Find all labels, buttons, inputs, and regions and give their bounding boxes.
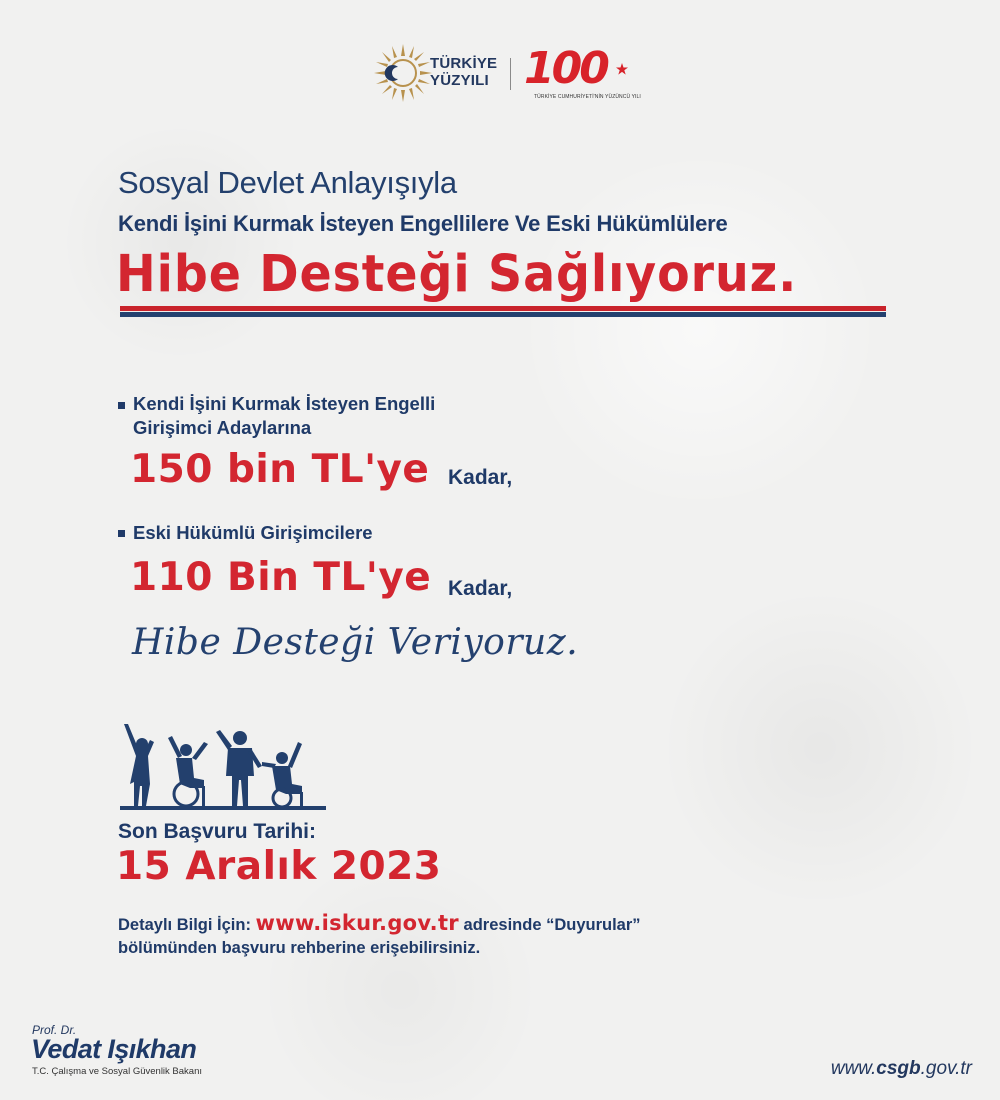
bullet-icon — [118, 402, 125, 409]
csgb-website-link[interactable] — [831, 1058, 972, 1080]
people-silhouette-illustration — [120, 722, 326, 812]
info-line2: bölümünden başvuru rehberine erişebilirsiniz. — [118, 939, 481, 957]
site-suffix: .gov.tr — [920, 1058, 972, 1079]
crescent-star-icon — [596, 52, 630, 86]
offer2-line1: Eski Hükümlü Girişimcilere — [133, 522, 373, 543]
offer1-suffix: Kadar, — [448, 466, 513, 489]
subtitle-line1: Sosyal Devlet Anlayışıyla — [118, 165, 457, 200]
headline-underline-red — [120, 306, 886, 311]
info-suffix: adresinde “Duyurular” — [463, 916, 641, 934]
deadline-label: Son Başvuru Tarihi: — [118, 820, 316, 843]
minister-role: T.C. Çalışma ve Sosyal Güvenlik Bakanı — [32, 1066, 203, 1077]
centennial-number: 100 — [524, 43, 607, 94]
iskur-link[interactable]: www.iskur.gov.tr — [255, 911, 459, 935]
offer2-amount: 110 Bin TL'ye — [130, 555, 432, 600]
offer1-line1: Kendi İşini Kurmak İsteyen Engelli — [133, 393, 436, 414]
turkiye-yuzyili-sun-icon — [372, 42, 434, 104]
offer2-suffix: Kadar, — [448, 577, 513, 600]
turkiye-yuzyili-text — [430, 55, 497, 89]
offer1-description — [133, 392, 435, 440]
deadline-date: 15 Aralık 2023 — [116, 844, 442, 889]
bullet-icon — [118, 530, 125, 537]
info-prefix: Detaylı Bilgi İçin: — [118, 916, 251, 934]
headline-underline-blue — [120, 312, 886, 317]
logo-line1: TÜRKİYE — [430, 55, 498, 72]
offer1-amount: 150 bin TL'ye — [130, 447, 430, 492]
logo-divider — [510, 58, 511, 90]
footer-title: Prof. Dr. — [32, 1023, 77, 1037]
site-prefix: www. — [830, 1058, 877, 1079]
offer1-line2: Girişimci Adaylarına — [133, 417, 312, 438]
minister-name: Vedat Işıkhan — [31, 1034, 197, 1064]
header-logos — [372, 42, 641, 104]
subtitle-line2: Kendi İşini Kurmak İsteyen Engellilere Ve Eski Hükümlülere — [118, 211, 728, 236]
centennial-subtitle: TÜRKİYE CUMHURİYETİ'NİN YÜZÜNCÜ YILI — [534, 94, 641, 100]
site-bold: csgb — [876, 1058, 921, 1079]
headline: Hibe Desteği Sağlıyoruz. — [116, 245, 798, 304]
info-line1 — [118, 912, 641, 937]
logo-line2: YÜZYILI — [430, 72, 489, 89]
info-text — [118, 912, 641, 960]
closing-script: Hibe Desteği Veriyoruz. — [132, 622, 579, 663]
